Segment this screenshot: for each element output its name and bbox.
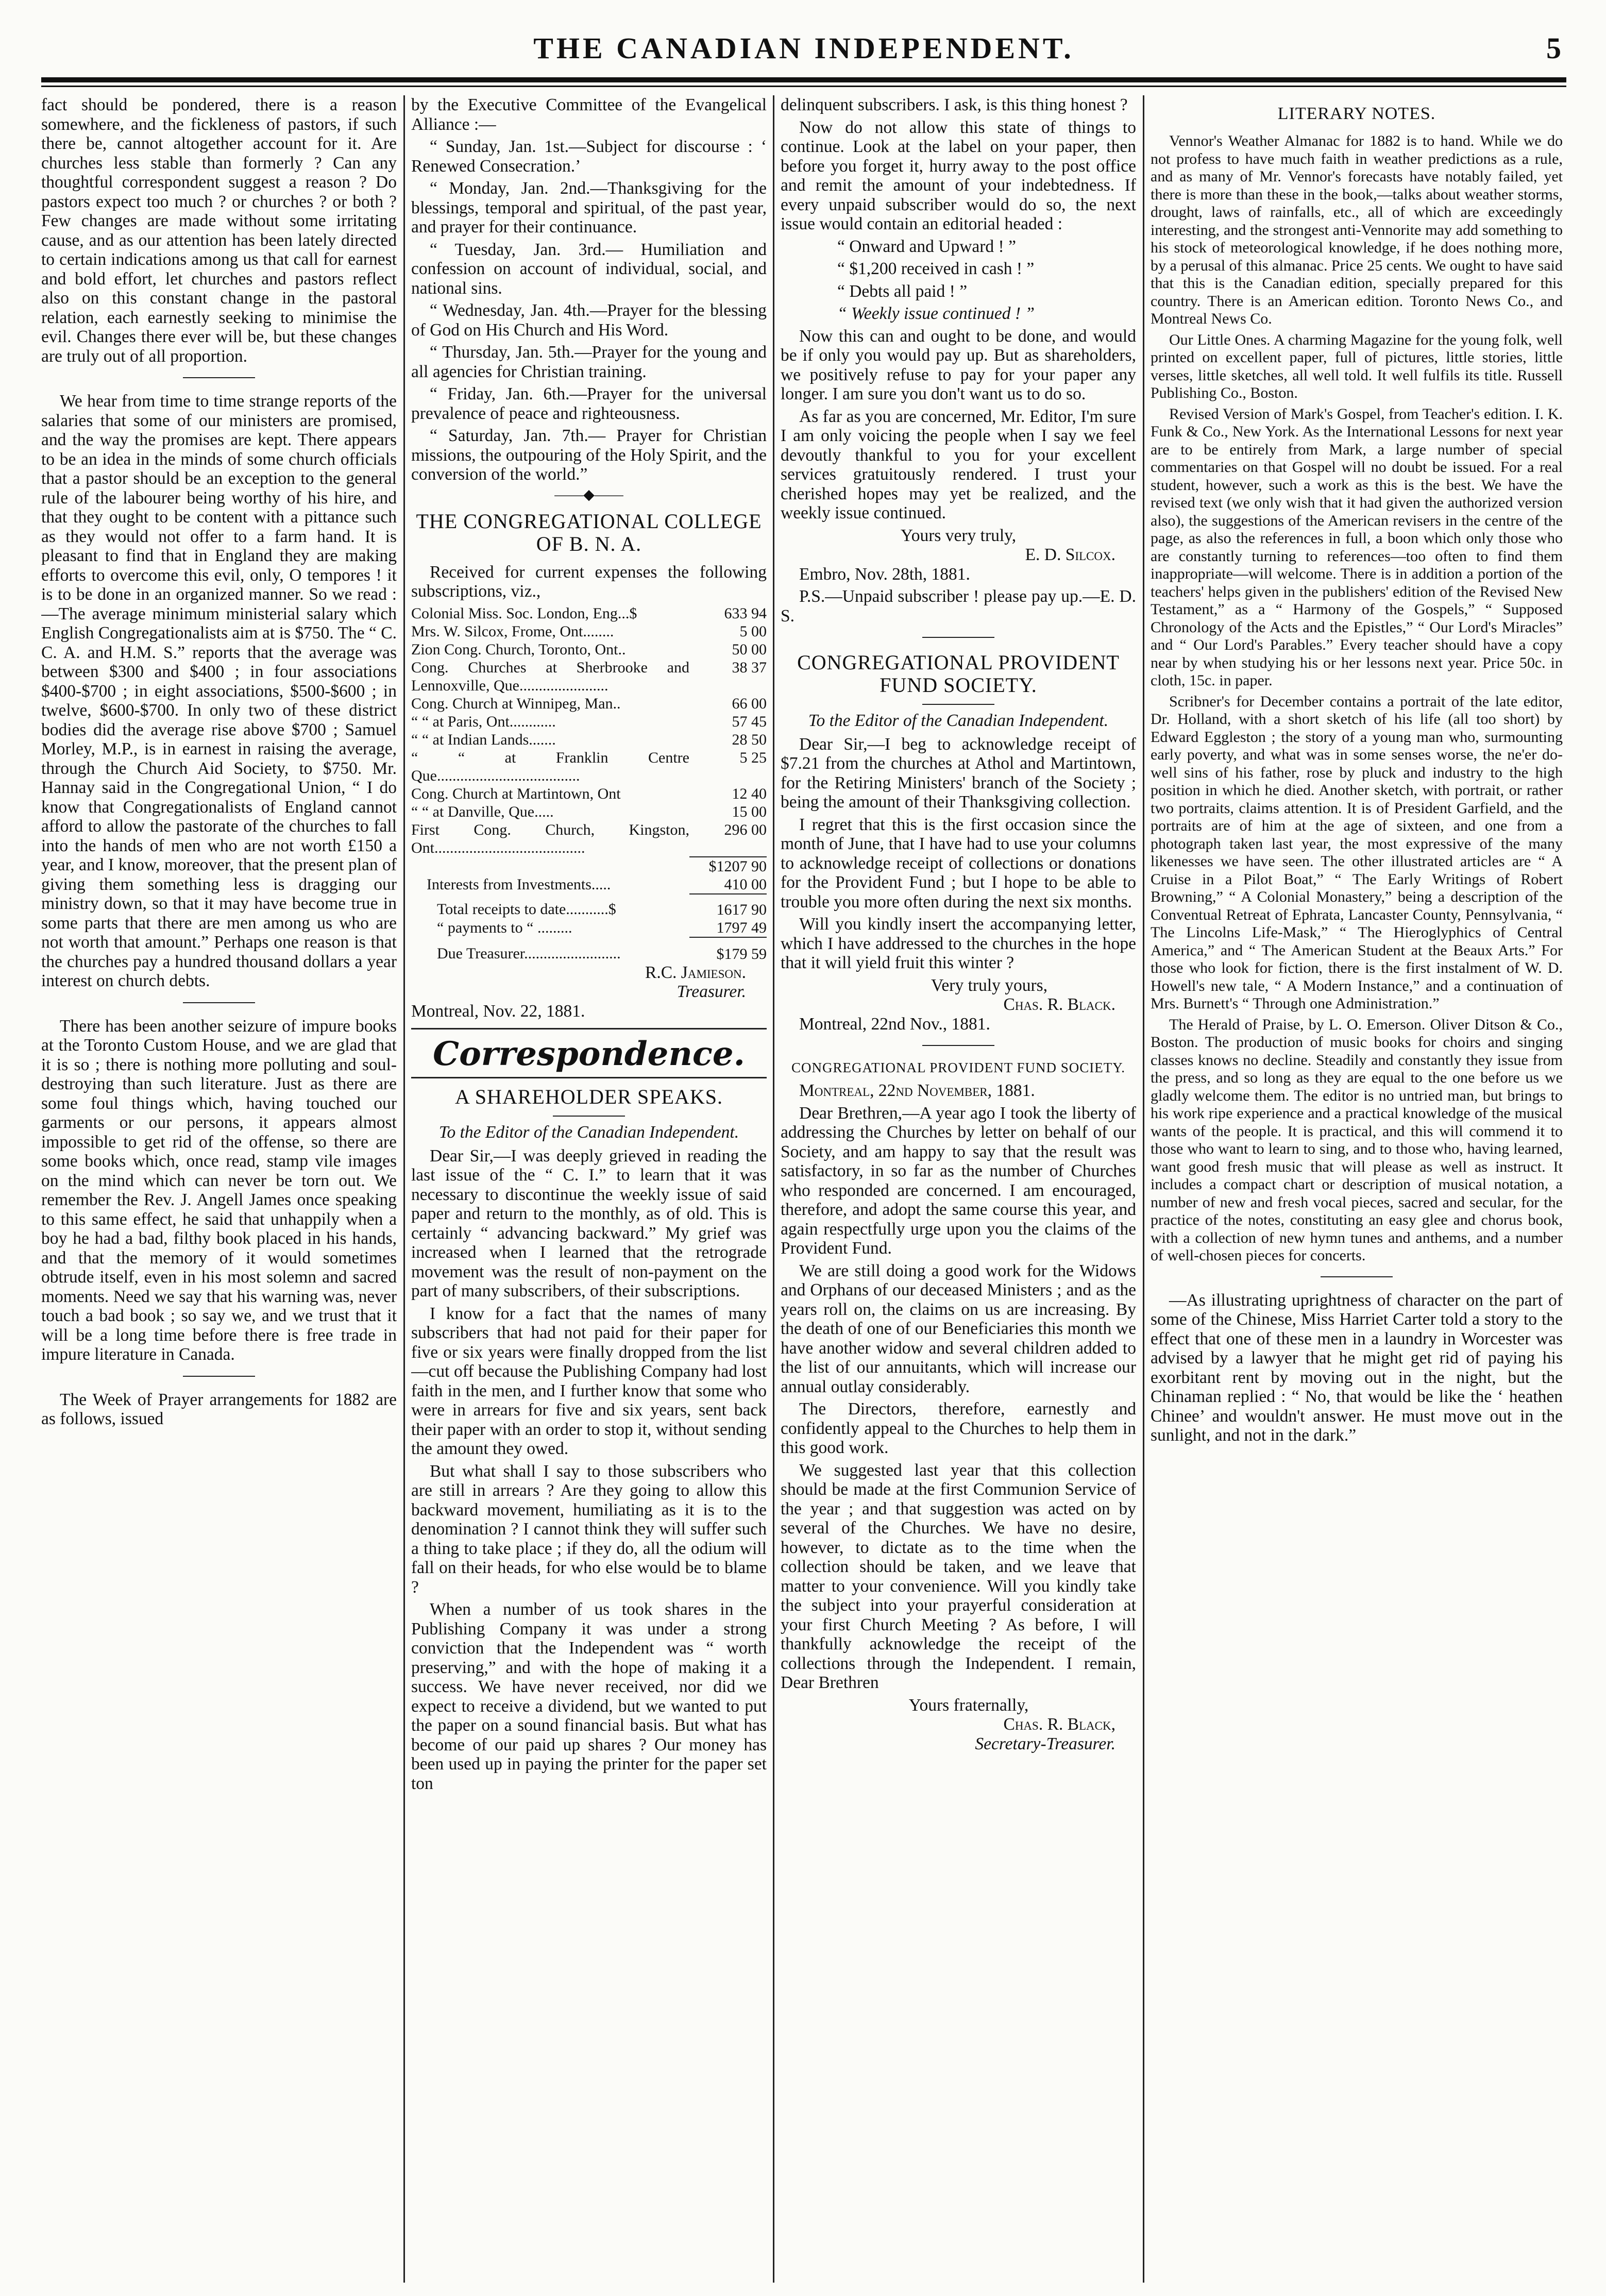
table-row — [411, 695, 767, 713]
receipt-label: Cong. Church at Winnipeg, Man.. — [411, 695, 621, 712]
paragraph: Dear Brethren,—A year ago I took the liberty of addressing the Churches by letter on behalf of our Society, and am happy to say that the result was satisfactory, in so far as the number of Churches who responded are concerned. I am encouraged, therefore, and adopt the same course this year, and again respectfully urge upon you the claims of the Provident Fund. — [781, 1103, 1136, 1258]
column-2 — [411, 95, 767, 2283]
paragraph: We suggested last year that this collection should be made at the first Communion Service of the year ; and that suggestion was acted on by several of the Churches. We have no desire, however, to dictate as to the time when the collection should be taken, and we leave that matter to your convenience. Will you kindly take the subject into your prayerful consideration at your first Church Meeting ? As before, I will thankfully acknowledge the receipt of the collections through the Independent. I remain, Dear Brethren — [781, 1460, 1136, 1692]
receipt-amount: 296 00 — [724, 821, 767, 838]
table-row — [411, 731, 767, 749]
receipt-amount: 66 00 — [732, 695, 767, 712]
paragraph: by the Executive Committee of the Evangelical Alliance :— — [411, 95, 767, 134]
signature: E. D. Silcox. — [1025, 545, 1115, 564]
literary-note: The Herald of Praise, by L. O. Emerson. Oliver Ditson & Co., Boston. The production of music books for choirs and singing classes knows no decline. Steadily and constantly they issue from the press, and so long as they are equal to the one before us we gladly welcome them. The editor is no untried man, but brings to his work ripe experience and a practical knowledge of the musical wants of the people. It is practical, and this will commend it to those who want to learn to sing, and to those who, having learned, want good fresh music that will please as well as instruct. It includes a compact chart or description of musical notation, a number of new and fresh vocal pieces, sacred and secular, for the practice of the notes, constituting an easy glee and chorus book, with a collection of new hymn tunes and anthems, and a number of well-chosen pieces for concerts. — [1151, 1016, 1563, 1264]
ornament-divider: ——◆—— — [554, 486, 623, 503]
receipt-amount: 12 40 — [732, 785, 767, 802]
literary-note: Scribner's for December contains a portrait of the late editor, Dr. Holland, with a short sketch of his life (all too short) by Edward Eggleston ; the story of a young man who, surmounting early poverty, and what was in some senses worse, the ne'er do-well sins of his father, rose by pluck and industry to the high position in which he died. Another sketch, with portrait, or rather two portraits, claims attention. It is of President Garfield, and the portraits are of him at the age of sixteen, and one from a photograph taken last year, the most expressive of the many likenesses we have seen. The other illustrated articles are “ A Cruise in a Pilot Boat,” “ The Early Writings of Robert Browning,” “ A Colonial Monastery,” being a description of the Conventual Retreat of Ephrata, Lancaster County, Pennsylvania, “ The Lincolns Life-Mask,” “ The Hieroglyphics of Central America,” and “ The American Student at the Beaux Arts.” For those who look for fiction, there is the first instalment of W. D. Howell's new tale, “ A Modern Instance,” and a continuation of Mrs. Burnett's “ Through one Administration.” — [1151, 693, 1563, 1012]
paragraph: We are still doing a good work for the Widows and Orphans of our deceased Ministers ; and as the years roll on, the claims on us are increasing. By the death of one of our Beneficiaries this month we have another widow and several children added to the list of our annuitants, which will increase our annual outlay considerably. — [781, 1261, 1136, 1396]
receipt-label: “ “ at Indian Lands....... — [411, 731, 556, 748]
paragraph: The Directors, therefore, earnestly and confidently appeal to the Churches to help them in this good work. — [781, 1399, 1136, 1457]
signature-title: Treasurer. — [677, 982, 746, 1001]
receipt-amount: 1617 90 — [689, 894, 767, 919]
prayer-day: “ Tuesday, Jan. 3rd.— Humiliation and confession on account of individual, social, and national sins. — [411, 240, 767, 298]
paragraph: Now do not allow this state of things to continue. Look at the label on your paper, then before you forget it, hurry away to the post office and remit the amount of your indebtedness. If every unpaid subscriber would do so, the next issue would contain an editorial headed : — [781, 117, 1136, 233]
postscript: P.S.—Unpaid subscriber ! please pay up.—E. D. S. — [781, 587, 1136, 626]
newspaper-title: THE CANADIAN INDEPENDENT. — [533, 31, 1074, 65]
section-rule — [411, 1028, 767, 1029]
receipt-label: “ payments to “ ......... — [437, 919, 572, 936]
receipt-amount: 410 00 — [724, 875, 767, 893]
receipt-amount: 28 50 — [732, 731, 767, 748]
header-rule — [41, 77, 1566, 82]
receipt-amount: 57 45 — [732, 713, 767, 730]
receipt-amount: 633 94 — [724, 604, 767, 622]
receipt-label: Due Treasurer......................... — [437, 944, 621, 962]
column-3 — [781, 95, 1136, 2283]
receipt-label: Total receipts to date...........$ — [437, 900, 616, 918]
literary-note: Vennor's Weather Almanac for 1882 is to hand. While we do not profess to have much faith in weather predictions as a rule, and as many of Mr. Vennor's forecasts have notably failed, yet there is more than these in the book,—talks about weather storms, drought, laws of rainfalls, etc., all of which are exceedingly interesting, and the strongest anti-Vennorite may add something to his stock of meteorological knowledge, if he does nothing more, by a perusal of this almanac. Price 25 cents. We ought to have said that this is the Canadian edition, specially prepared for this country. There is an American edition. Toronto News Co., and Montreal News Co. — [1151, 132, 1563, 327]
salutation-line: To the Editor of the Canadian Independent. — [438, 1123, 739, 1142]
receipt-amount: 50 00 — [732, 640, 767, 658]
signature: Chas. R. Black, — [1003, 1715, 1115, 1734]
receipt-amount: 38 37 — [732, 659, 767, 676]
paragraph: But what shall I say to those subscribers who are still in arrears ? Are they going to allow this backward movement, humiliating as it is to the denomination ? I cannot think they will suffer such a thing to take place ; if they do, all the odium will fall on their heads, for who else would be to blame ? — [411, 1461, 767, 1597]
column-1 — [41, 95, 397, 2283]
divider — [922, 704, 994, 705]
receipt-amount: $179 59 — [689, 937, 767, 963]
closing: Very truly yours, — [931, 975, 1048, 995]
table-row — [411, 785, 767, 803]
table-row — [411, 604, 767, 622]
table-row — [411, 894, 767, 919]
literary-note: Revised Version of Mark's Gospel, from Teacher's edition. I. K. Funk & Co., New York. As the International Lessons for next year are to be entirely from Mark, a large number of special commentaries on that Gospel will no doubt be issued. For a real student, however, such a work as this is the best. We have the revised text (we only wish that it had given the authorized version also), the suggestions of the American revisers in the centre of the page, as also the references in full, a boon which only those who are constantly turning to references—too often to find them inappropriate—will welcome. There is in addition a portion of the teachers' helps given in the publishers' edition of the Revised New Testament,” as a “ Harmony of the Gospels,” “ Supposed Chronology of the Acts and the Epistles,” “ Our Lord's Miracles” and “ Our Lord's Parables.” Every teacher should have a copy near by when studying his or her lessons next year. Price 50c. in cloth, 15c. in paper. — [1151, 405, 1563, 689]
receipt-label: Colonial Miss. Soc. London, Eng...$ — [411, 604, 637, 622]
closing: Yours very truly, — [900, 526, 1017, 545]
paragraph: Will you kindly insert the accompanying letter, which I have addressed to the churches in the hope that it will yield fruit this winter ? — [781, 915, 1136, 972]
prayer-day: “ Sunday, Jan. 1st.—Subject for discourse : ‘ Renewed Consecration.’ — [411, 137, 767, 176]
receipt-label: Mrs. W. Silcox, Frome, Ont........ — [411, 622, 614, 640]
table-row — [411, 640, 767, 659]
quote-line: “ $1,200 received in cash ! ” — [837, 259, 1035, 278]
table-row — [411, 659, 767, 695]
receipt-label: Cong. Church at Martintown, Ont — [411, 785, 621, 802]
column-rule — [773, 95, 774, 2283]
header-rule-thin — [41, 86, 1566, 87]
page-number: 5 — [1546, 31, 1561, 65]
section-heading: LITERARY NOTES. — [1277, 104, 1436, 123]
table-row — [411, 713, 767, 731]
quote-line: “ Debts all paid ! ” — [837, 281, 968, 301]
prayer-day: “ Wednesday, Jan. 4th.—Prayer for the blessing of God on His Church and His Word. — [411, 301, 767, 340]
receipt-label: Cong. Churches at Sherbrooke and Lennoxville, Que....................... — [411, 659, 689, 694]
divider — [553, 1116, 625, 1117]
column-rule — [1143, 95, 1144, 2283]
salutation-line: To the Editor of the Canadian Independent. — [808, 711, 1109, 730]
article-heading: A SHAREHOLDER SPEAKS. — [455, 1085, 723, 1108]
receipt-label: Zion Cong. Church, Toronto, Ont.. — [411, 640, 626, 658]
section-rule — [411, 1077, 767, 1078]
paragraph: I know for a fact that the names of many subscribers that had not paid for their paper for five or six years were finally dropped from the list—cut off because the Publishing Company had lost faith in the men, and I further know that some who were in arrears for five and six years, sent back their paper with an order to stop it, without sending the amount they owed. — [411, 1304, 767, 1458]
quote-line: “ Onward and Upward ! ” — [837, 237, 1016, 256]
paragraph: The Week of Prayer arrangements for 1882 are as follows, issued — [41, 1390, 397, 1428]
paragraph: delinquent subscribers. I ask, is this thing honest ? — [781, 95, 1128, 114]
literary-note: Our Little Ones. A charming Magazine for the young folk, well printed on excellent paper, full of pictures, little stories, little verses, little sketches, all well told. It well fulfils its title. Russell Publishing Co., Boston. — [1151, 331, 1563, 401]
dateline: Montreal, 22nd November, 1881. — [799, 1081, 1035, 1100]
paragraph: We hear from time to time strange reports of the salaries that some of our ministers are promised, and the way the promises are kept. There appears to be an idea in the minds of some church officials that a pastor should be an exception to the general rule of the labourer being worthy of his hire, and that they ought to be content with a pittance such as they would not offer to a farm hand. It is pleasant to find that in England they are making efforts to overcome this evil, only, O tempores ! it is to be done in an organized manner. So we read :—The average minimum ministerial salary which English Congregationalists aim at is $750. The “ C. C. A. and H.M. S.” reports that the average was between $300 and $400 ; in four associations $400-$700 ; in eight associations, $500-$600 ; in twelve, $600-$700. In only two of these district bodies did the average rise above $700 ; Samuel Morley, M.P., is in earnest in raising the average, through the Church Aid Society, to $750. Mr. Hannay said in the Congregational Union, “ I do know that Congregationalists of England cannot afford to allow the pastorate of the churches to fall into the hands of men who are not worth £150 a year, and I know, moreover, that the present plan of giving them something less is dragging our ministry down, so that it may have become true in some parts that there are men among us who are not worth that amount.” Perhaps one reason is that the churches pay a hundred thousand dollars a year interest on church debts. — [41, 392, 397, 990]
paragraph: As far as you are concerned, Mr. Editor, I'm sure I am only voicing the people when I say we feel devoutly thankful to you for your excellent services gratuitously rendered. I trust your cherished hopes may yet be realized, and the weekly issue continued. — [781, 407, 1136, 522]
paragraph: Now this can and ought to be done, and would be if only you would pay up. But as shareholders, we positively refuse to pay for your paper any longer. I am sure you don't want us to do so. — [781, 326, 1136, 403]
dateline: Embro, Nov. 28th, 1881. — [799, 564, 970, 584]
receipt-label: Interests from Investments..... — [427, 875, 611, 893]
divider — [183, 377, 255, 378]
divider — [1321, 1276, 1393, 1277]
receipt-amount: 5 25 — [739, 749, 767, 766]
section-heading: THE CONGREGATIONAL COLLEGE OF B. N. A. — [416, 509, 762, 555]
divider — [922, 637, 994, 638]
table-row — [411, 821, 767, 857]
receipt-amount: 15 00 — [732, 803, 767, 820]
divider — [922, 1045, 994, 1046]
paragraph: There has been another seizure of impure books at the Toronto Custom House, and we are glad that it is so ; there is nothing more polluting and soul-destroying than such literature. Just as there are some foul things which, having touched our garments or our persons, it appears almost impossible to get rid of the offense, so there are some books which, once read, stamp vile images on the mind which can never be torn out. We remember the Rev. J. Angell James once speaking to this same effect, he said that unhappily when a boy he had a bad, filthy book placed in his hands, and that the memory of it would sometimes obtrude itself, even in his most solemn and sacred moments. Need we say that his warning was, never touch a bad book ; so say we, and we trust that it will be a long time before there is free trade in impure literature in Canada. — [41, 1016, 397, 1364]
quote-line: “ Weekly issue continued ! ” — [837, 304, 1035, 323]
dateline: Montreal, Nov. 22, 1881. — [411, 1001, 585, 1021]
paragraph: Dear Sir,—I was deeply grieved in reading the last issue of the “ C. I.” to learn that it was necessary to discontinue the weekly issue of said paper and return to the monthly, as of old. This is certainly “ advancing backward.” My grief was increased when I learned that the retrograde movement was the result of non-payment on the part of many subscribers, of their subscriptions. — [411, 1146, 767, 1301]
prayer-schedule — [411, 137, 767, 484]
paragraph: —As illustrating uprightness of character on the part of some of the Chinese, Miss Harriet Carter told a story to the effect that one of these men in a laundry in Worcester was advised by a lawyer that he might get rid of paying his exorbitant rent by moving out in the night, but the Chinaman replied : “ No, that would be like the ‘ heathen Chinee’ and wouldn't answer. He must move out in the sunlight, and not in the dark.” — [1151, 1290, 1563, 1445]
receipts-table — [411, 604, 767, 963]
closing: Yours fraternally, — [908, 1695, 1029, 1715]
article-heading: CONGREGATIONAL PROVIDENT FUND SOCIETY. — [791, 1060, 1126, 1075]
paragraph: I regret that this is the first occasion since the month of June, that I have had to use your columns to acknowledge receipt of collections or donations for the Provident Fund ; but I hope to be able to trouble you more often during the next six months. — [781, 815, 1136, 911]
subtotal-row — [411, 857, 767, 875]
signature: Chas. R. Black. — [1003, 995, 1115, 1014]
dateline: Montreal, 22nd Nov., 1881. — [799, 1014, 990, 1034]
table-row — [411, 937, 767, 963]
prayer-day: “ Thursday, Jan. 5th.—Prayer for the young and all agencies for Christian training. — [411, 343, 767, 381]
divider — [183, 1376, 255, 1377]
receipt-label: “ “ at Danville, Que..... — [411, 803, 554, 820]
divider — [183, 1002, 255, 1003]
table-row — [411, 919, 767, 937]
signature-title: Secretary-Treasurer. — [975, 1734, 1115, 1753]
table-row — [411, 803, 767, 821]
table-row — [411, 875, 767, 894]
prayer-day: “ Friday, Jan. 6th.—Prayer for the universal prevalence of peace and righteousness. — [411, 384, 767, 423]
receipt-label: “ “ at Paris, Ont............ — [411, 713, 556, 730]
receipt-label: “ “ at Franklin Centre Que..................................... — [411, 749, 689, 784]
prayer-day: “ Saturday, Jan. 7th.— Prayer for Christian missions, the outpouring of the Holy Spirit, and the conversion of the world.” — [411, 426, 767, 484]
signature: R.C. Jamieson. — [645, 963, 746, 982]
prayer-day: “ Monday, Jan. 2nd.—Thanksgiving for the blessings, temporal and spiritual, of the past year, and prayer for their continuance. — [411, 179, 767, 237]
receipt-label: First Cong. Church, Kingston, Ont....................................... — [411, 821, 689, 856]
receipt-amount: 1797 49 — [716, 919, 767, 936]
column-rule — [403, 95, 405, 2283]
section-title: Correspondence. — [433, 1035, 745, 1073]
article-heading: CONGREGATIONAL PROVIDENT FUND SOCIETY. — [797, 651, 1120, 697]
paragraph: Dear Sir,—I beg to acknowledge receipt of $7.21 from the churches at Athol and Martintown, for the Retiring Ministers' branch of the Society ; being the amount of their Thanksgiving collection. — [781, 734, 1136, 812]
paragraph: When a number of us took shares in the Publishing Company it was under a strong conviction that the Independent was “ worth preserving,” and with the hope of making it a success. We have never received, nor did we expect to receive a dividend, but we wanted to put the paper on a sound financial basis. But what has become of our paid up shares ? Our money has been used up in paying the printer for the paper set ton — [411, 1600, 767, 1793]
receipt-amount: 5 00 — [739, 622, 767, 640]
table-row — [411, 749, 767, 785]
column-4 — [1151, 95, 1563, 2283]
table-row — [411, 622, 767, 640]
paragraph: Received for current expenses the following subscriptions, viz., — [411, 562, 767, 601]
paragraph: fact should be pondered, there is a reason somewhere, and the fickleness of pastors, if such there be, cannot altogether account for it. Are churches less stable than formerly ? Can any thoughtful correspondent suggest a reason ? Do pastors expect too much ? or churches ? or both ? Few changes are made without some irritating cause, and as our attention has been lately directed to certain indications among us that call for earnest and bold effort, let churches and pastors reflect also on this constant change in the pastoral relation, each earnestly seeking to minimise the evil. Changes there ever will be, but these changes are truly out of all proportion. — [41, 95, 397, 366]
subtotal-amount: $1207 90 — [689, 857, 767, 875]
